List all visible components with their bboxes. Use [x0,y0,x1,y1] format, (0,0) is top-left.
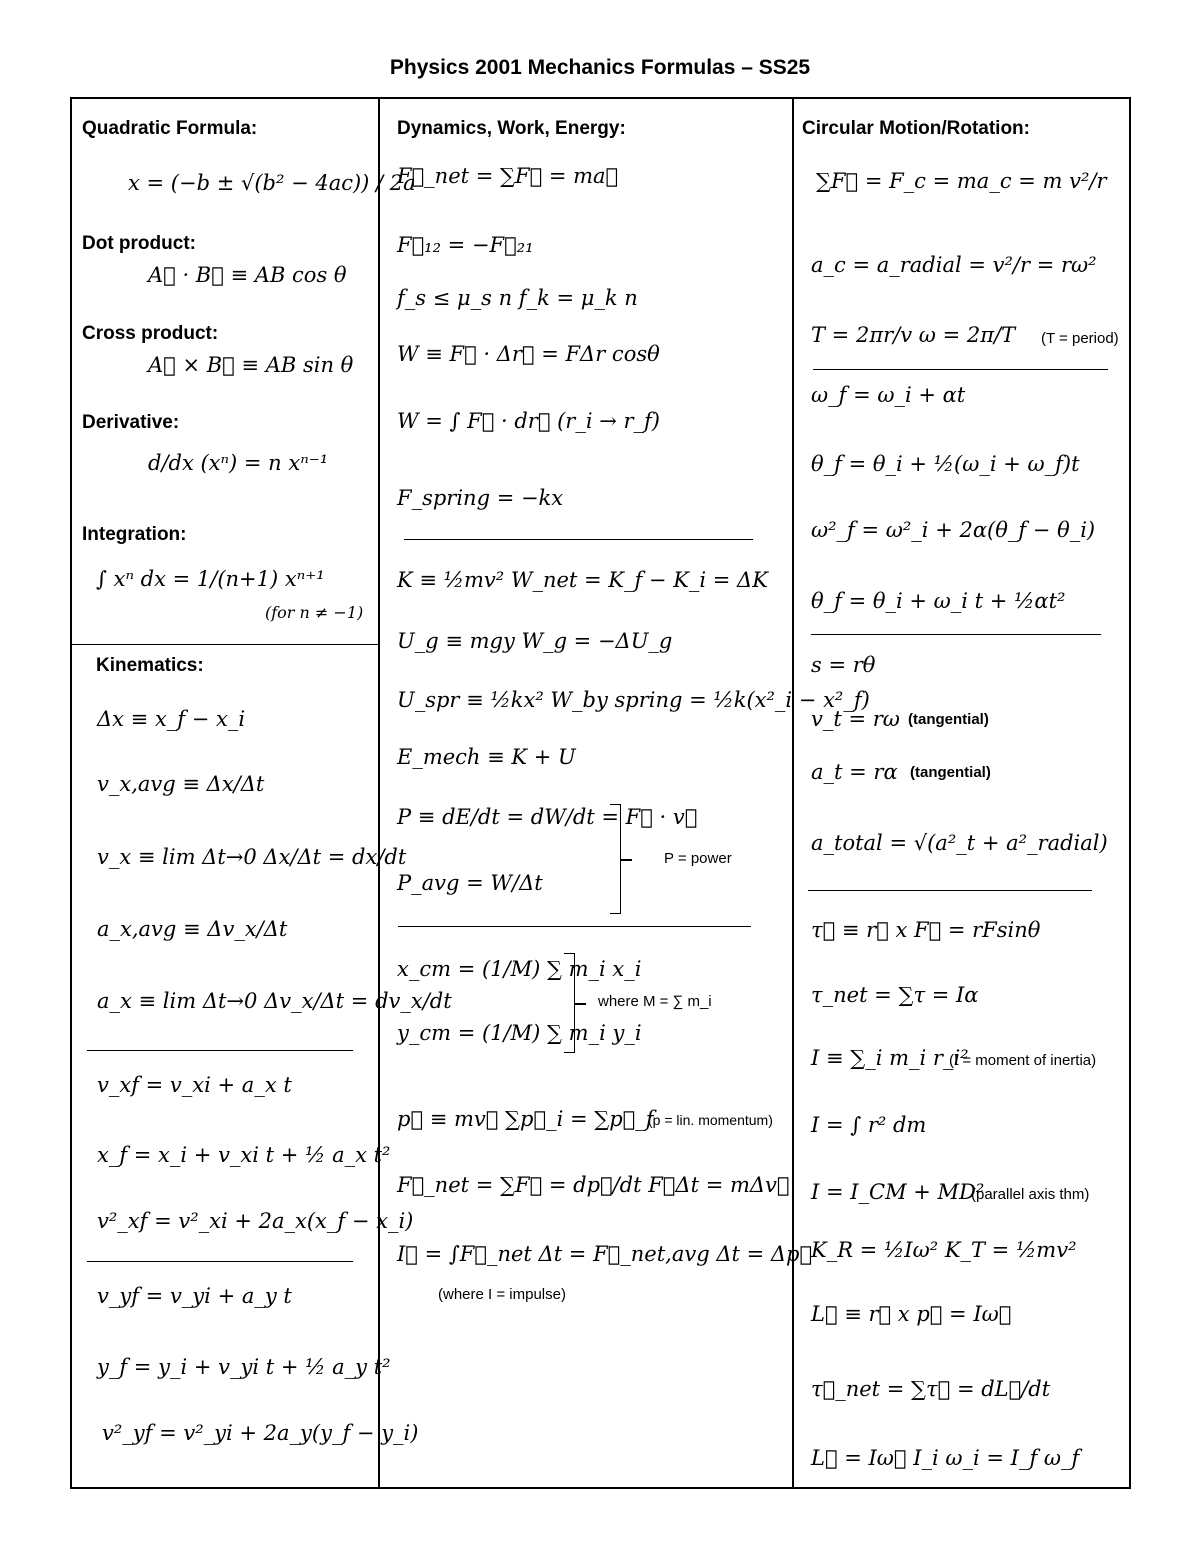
cross-product-formula: A⃗ × B⃗ ≡ AB sin θ [148,353,354,377]
tangential-note: (tangential) [910,764,991,781]
center-of-mass-formula: y_cm = (1/M) ∑ m_i y_i [397,1021,642,1045]
cm-brace [564,953,575,1053]
dynamics-formula: W ≡ F⃗ · Δr⃗ = FΔr cosθ [397,342,660,366]
torque-formula: I = I_CM + MD² [811,1180,985,1204]
derivative-formula: d/dx (xⁿ) = n xⁿ⁻¹ [148,451,329,475]
dynamics-formula: W = ∫ F⃗ · dr⃗ (r_i → r_f) [397,409,661,433]
dynamics-formula: F⃗_net = ∑F⃗ = ma⃗ [397,164,619,188]
period-note: (T = period) [1041,330,1119,347]
torque-formula: L⃗ ≡ r⃗ x p⃗ = Iω⃗ [811,1302,1012,1326]
circular-formula: a_c = a_radial = v²/r = rω² [811,253,1097,277]
impulse-note: (where I = impulse) [438,1286,566,1303]
quadratic-heading: Quadratic Formula: [82,118,258,139]
tangential-formula: s = rθ [811,653,876,677]
column-divider-1 [378,97,380,1489]
divider [398,926,751,927]
power-formula: P ≡ dE/dt = dW/dt = F⃗ · v⃗ [397,805,698,829]
kinematics-formula: v_x ≡ lim Δt→0 Δx/Δt = dx/dt [97,845,407,869]
torque-formula: τ⃗ ≡ r⃗ x F⃗ = rFsinθ [811,918,1041,942]
divider [72,644,378,645]
kinematics-y-formula: v_yf = v_yi + a_y t [97,1284,292,1308]
energy-formula: K ≡ ½mv² W_net = K_f − K_i = ΔK [397,568,768,592]
dot-product-heading: Dot product: [82,233,196,254]
dot-product-formula: A⃗ · B⃗ ≡ AB cos θ [148,263,347,287]
rotation-formula: θ_f = θ_i + ½(ω_i + ω_f)t [811,452,1080,476]
parallel-axis-note: (parallel axis thm) [971,1186,1090,1203]
torque-formula: I ≡ ∑_i m_i r_i² [811,1046,969,1070]
page-title: Physics 2001 Mechanics Formulas – SS25 [389,56,811,79]
circular-formula: ∑F⃗ = F_c = ma_c = m v²/r [816,169,1107,193]
power-note: P = power [664,850,732,867]
divider [813,369,1108,370]
quadratic-formula: x = (−b ± √(b² − 4ac)) / 2a [128,171,416,195]
kinematics-formula: v_x,avg ≡ Δx/Δt [97,772,265,796]
kinematics-y-formula: y_f = y_i + v_yi t + ½ a_y t² [97,1355,391,1379]
divider [811,634,1101,635]
power-brace [610,804,621,914]
kinematics-formula: a_x ≡ lim Δt→0 Δv_x/Δt = dv_x/dt [97,989,452,1013]
rotation-formula: ω_f = ω_i + αt [811,383,966,407]
dynamics-formula: f_s ≤ μ_s n f_k = μ_k n [397,286,638,310]
kinematics-heading: Kinematics: [96,655,204,676]
torque-formula: K_R = ½Iω² K_T = ½mv² [811,1238,1077,1262]
integration-heading: Integration: [82,524,187,545]
inertia-note: (I = moment of inertia) [949,1052,1097,1069]
tangential-formula: a_t = rα [811,760,898,784]
kinematics-x-formula: v²_xf = v²_xi + 2a_x(x_f − x_i) [97,1209,414,1233]
column-divider-2 [792,97,794,1489]
tangential-formula: a_total = √(a²_t + a²_radial) [811,831,1108,855]
cross-product-heading: Cross product: [82,323,219,344]
tangential-note: (tangential) [908,711,989,728]
divider [404,539,753,540]
rotation-formula: θ_f = θ_i + ω_i t + ½αt² [811,589,1066,613]
integration-note: (for n ≠ −1) [265,603,364,622]
tangential-formula: v_t = rω [811,707,900,731]
divider [808,890,1092,891]
kinematics-y-formula: v²_yf = v²_yi + 2a_y(y_f − y_i) [102,1421,419,1445]
momentum-formula: F⃗_net = ∑F⃗ = dp⃗/dt F⃗Δt = mΔv⃗ [397,1173,790,1197]
torque-formula: L⃗ = Iω⃗ I_i ω_i = I_f ω_f [811,1446,1080,1470]
torque-formula: τ⃗_net = ∑τ⃗ = dL⃗/dt [811,1377,1051,1401]
kinematics-formula: a_x,avg ≡ Δv_x/Δt [97,917,288,941]
momentum-note: (p = lin. momentum) [648,1112,773,1128]
energy-formula: U_spr ≡ ½kx² W_by spring = ½k(x²_i − x²_f) [397,688,870,712]
dynamics-formula: F⃗₁₂ = −F⃗₂₁ [397,233,534,257]
circular-formula: T = 2πr/v ω = 2π/T [811,323,1016,347]
momentum-formula: p⃗ ≡ mv⃗ ∑p⃗_i = ∑p⃗_f [397,1107,654,1131]
dynamics-formula: F_spring = −kx [397,486,564,510]
kinematics-x-formula: v_xf = v_xi + a_x t [97,1073,292,1097]
energy-formula: U_g ≡ mgy W_g = −ΔU_g [397,629,673,653]
rotation-formula: ω²_f = ω²_i + 2α(θ_f − θ_i) [811,518,1096,542]
power-formula: P_avg = W/Δt [397,871,543,895]
center-of-mass-note: where M = ∑ m_i [598,993,712,1010]
kinematics-formula: Δx ≡ x_f − x_i [97,707,246,731]
torque-formula: I = ∫ r² dm [811,1113,927,1137]
derivative-heading: Derivative: [82,412,180,433]
divider [87,1261,353,1262]
torque-formula: τ_net = ∑τ = Iα [811,983,979,1007]
energy-formula: E_mech ≡ K + U [397,745,576,769]
circular-motion-heading: Circular Motion/Rotation: [802,118,1030,139]
integration-formula: ∫ xⁿ dx = 1/(n+1) xⁿ⁺¹ [96,567,325,591]
kinematics-x-formula: x_f = x_i + v_xi t + ½ a_x t² [97,1143,391,1167]
divider [87,1050,353,1051]
dynamics-heading: Dynamics, Work, Energy: [397,118,626,139]
impulse-formula: I⃗ = ∫F⃗_net Δt = F⃗_net,avg Δt = Δp⃗ [397,1242,813,1266]
center-of-mass-formula: x_cm = (1/M) ∑ m_i x_i [397,957,642,981]
